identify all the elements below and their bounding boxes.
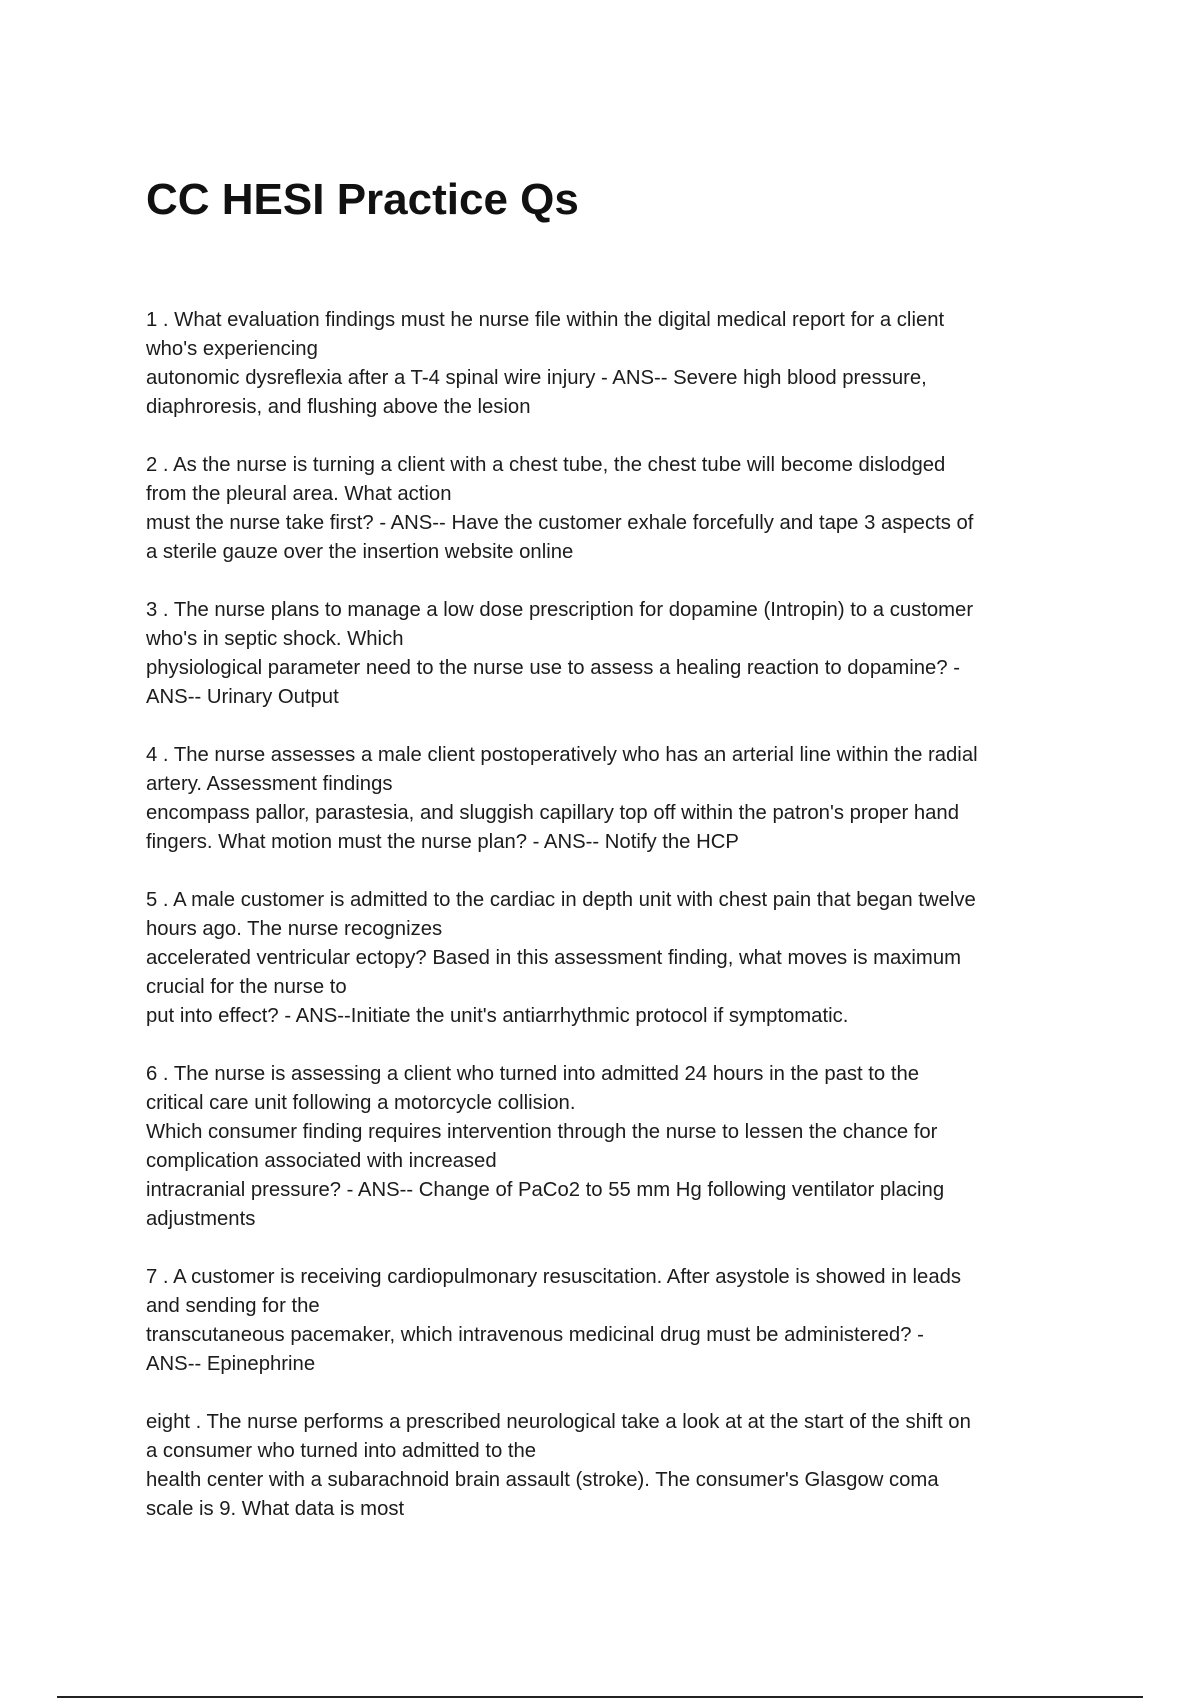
page-bottom-rule bbox=[57, 1696, 1143, 1698]
question-line: who's experiencing bbox=[146, 338, 318, 360]
page-title: CC HESI Practice Qs bbox=[146, 175, 579, 224]
question-1 bbox=[146, 306, 1076, 422]
question-2 bbox=[146, 451, 1076, 567]
question-3 bbox=[146, 596, 1076, 712]
question-list bbox=[146, 306, 1076, 1553]
question-line: a sterile gauze over the insertion website online bbox=[146, 541, 574, 563]
question-line: intracranial pressure? - ANS-- Change of PaCo2 to 55 mm Hg following ventilator placing bbox=[146, 1179, 945, 1201]
question-5 bbox=[146, 886, 1076, 1031]
question-line: fingers. What motion must the nurse plan? - ANS-- Notify the HCP bbox=[146, 831, 739, 853]
question-line: and sending for the bbox=[146, 1295, 320, 1317]
question-line: scale is 9. What data is most bbox=[146, 1498, 405, 1520]
question-line: diaphroresis, and flushing above the lesion bbox=[146, 396, 531, 418]
question-line: complication associated with increased bbox=[146, 1150, 497, 1172]
question-line: 1 . What evaluation findings must he nurse file within the digital medical report for a client bbox=[146, 309, 945, 331]
question-line: must the nurse take first? - ANS-- Have the customer exhale forcefully and tape 3 aspects of bbox=[146, 512, 974, 534]
question-line: accelerated ventricular ectopy? Based in this assessment finding, what moves is maximum bbox=[146, 947, 961, 969]
question-line: 3 . The nurse plans to manage a low dose prescription for dopamine (Intropin) to a customer bbox=[146, 599, 974, 621]
question-line: autonomic dysreflexia after a T-4 spinal wire injury - ANS-- Severe high blood pressure, bbox=[146, 367, 927, 389]
question-line: physiological parameter need to the nurse use to assess a healing reaction to dopamine? - bbox=[146, 657, 961, 679]
question-6 bbox=[146, 1060, 1076, 1234]
question-line: eight . The nurse performs a prescribed neurological take a look at at the start of the shift on bbox=[146, 1411, 971, 1433]
question-line: ANS-- Urinary Output bbox=[146, 686, 339, 708]
question-line: ANS-- Epinephrine bbox=[146, 1353, 316, 1375]
question-line: Which consumer finding requires intervention through the nurse to lessen the chance for bbox=[146, 1121, 938, 1143]
question-7 bbox=[146, 1263, 1076, 1379]
question-line: from the pleural area. What action bbox=[146, 483, 452, 505]
question-line: artery. Assessment findings bbox=[146, 773, 393, 795]
question-line: adjustments bbox=[146, 1208, 256, 1230]
question-line: 7 . A customer is receiving cardiopulmonary resuscitation. After asystole is showed in leads bbox=[146, 1266, 962, 1288]
question-line: crucial for the nurse to bbox=[146, 976, 347, 998]
question-line: transcutaneous pacemaker, which intravenous medicinal drug must be administered? - bbox=[146, 1324, 924, 1346]
question-line: 6 . The nurse is assessing a client who turned into admitted 24 hours in the past to the bbox=[146, 1063, 920, 1085]
question-line: a consumer who turned into admitted to the bbox=[146, 1440, 537, 1462]
question-8 bbox=[146, 1408, 1076, 1524]
question-line: put into effect? - ANS--Initiate the unit's antiarrhythmic protocol if symptomatic. bbox=[146, 1005, 849, 1027]
question-line: 2 . As the nurse is turning a client with a chest tube, the chest tube will become dislodged bbox=[146, 454, 946, 476]
question-line: health center with a subarachnoid brain assault (stroke). The consumer's Glasgow coma bbox=[146, 1469, 939, 1491]
question-line: who's in septic shock. Which bbox=[146, 628, 404, 650]
question-line: hours ago. The nurse recognizes bbox=[146, 918, 443, 940]
question-line: critical care unit following a motorcycle collision. bbox=[146, 1092, 576, 1114]
question-line: 4 . The nurse assesses a male client postoperatively who has an arterial line within the radial bbox=[146, 744, 978, 766]
question-line: 5 . A male customer is admitted to the cardiac in depth unit with chest pain that began twelve bbox=[146, 889, 976, 911]
question-line: encompass pallor, parastesia, and sluggish capillary top off within the patron's proper hand bbox=[146, 802, 959, 824]
question-4 bbox=[146, 741, 1076, 857]
